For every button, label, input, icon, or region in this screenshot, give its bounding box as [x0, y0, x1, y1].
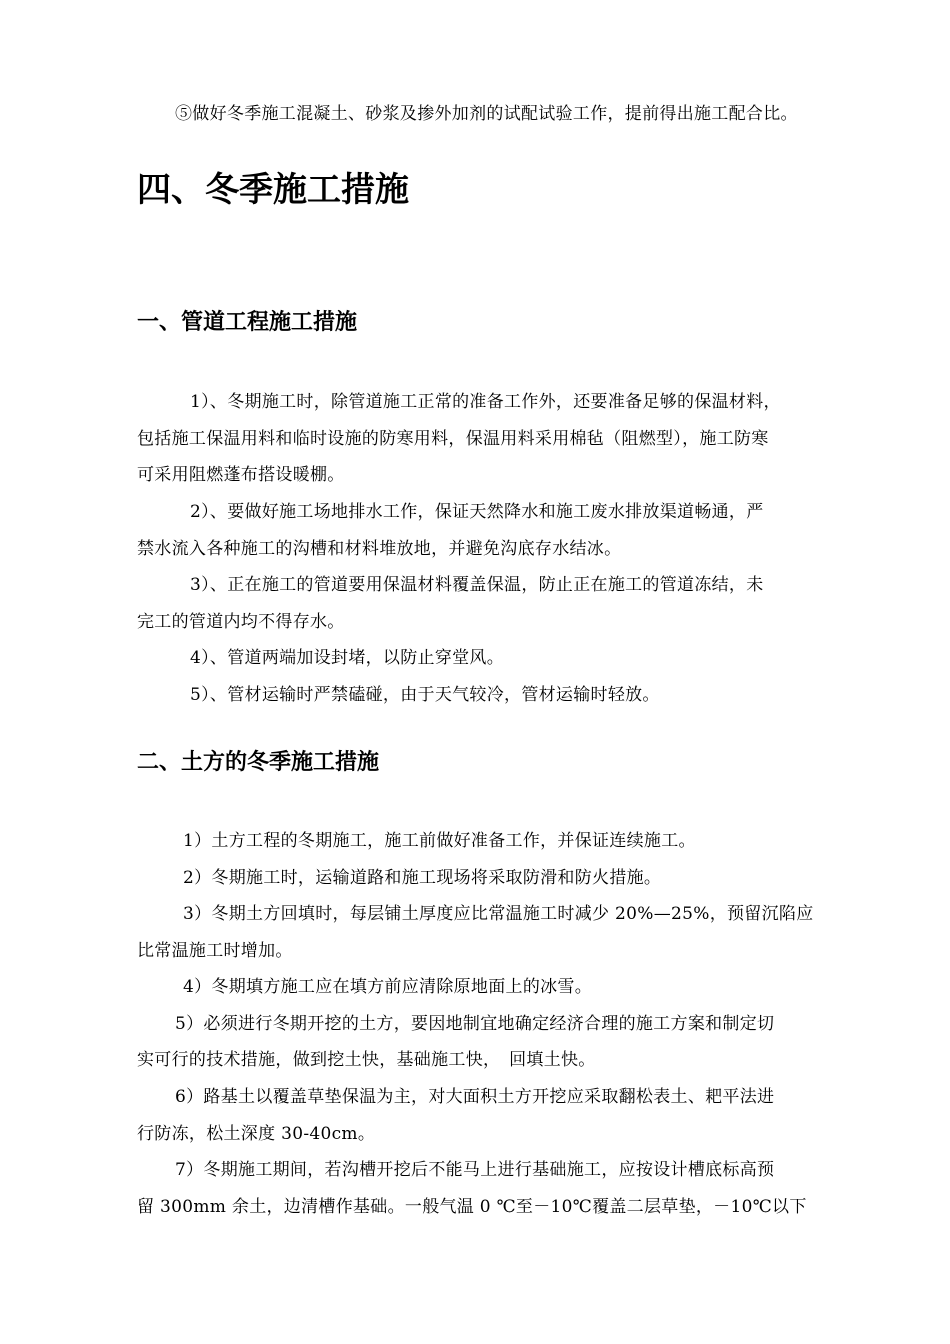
pipeline-line-3: 可采用阻燃蓬布搭设暖棚。: [137, 465, 345, 485]
earthwork-line-2: 2）冬期施工时，运输道路和施工现场将采取防滑和防火措施。: [183, 868, 662, 888]
earthwork-line-4: 比常温施工时增加。: [137, 941, 293, 961]
earthwork-line-11: 留 300mm 余土，边清槽作基础。一般气温 0 ℃至－10℃覆盖二层草垫，－10℃以下: [137, 1197, 807, 1217]
pipeline-line-1: 1）、冬期施工时，除管道施工正常的准备工作外，还要准备足够的保温材料，: [190, 392, 781, 412]
pipeline-line-2: 包括施工保温用料和临时设施的防寒用料，保温用料采用棉毡（阻燃型），施工防寒: [137, 429, 769, 449]
intro-paragraph: ⑤做好冬季施工混凝土、砂浆及掺外加剂的试配试验工作，提前得出施工配合比。: [175, 104, 798, 124]
earthwork-line-7: 实可行的技术措施，做到挖土快，基础施工快， 回填土快。: [137, 1050, 596, 1070]
pipeline-line-7: 完工的管道内均不得存水。: [137, 612, 345, 632]
earthwork-line-1: 1）土方工程的冬期施工，施工前做好准备工作，并保证连续施工。: [183, 831, 696, 851]
subsection-heading-earthwork: 二、土方的冬季施工措施: [137, 750, 380, 775]
earthwork-line-8: 6）路基土以覆盖草垫保温为主，对大面积土方开挖应采取翻松表土、耙平法进: [175, 1087, 775, 1107]
pipeline-line-9: 5）、管材运输时严禁磕碰，由于天气较冷，管材运输时轻放。: [190, 685, 660, 705]
subsection-heading-pipeline: 一、管道工程施工措施: [137, 310, 358, 335]
pipeline-line-4: 2）、要做好施工场地排水工作，保证天然降水和施工废水排放渠道畅通，严: [190, 502, 764, 522]
earthwork-line-10: 7）冬期施工期间，若沟槽开挖后不能马上进行基础施工，应按设计槽底标高预: [175, 1160, 775, 1180]
pipeline-line-5: 禁水流入各种施工的沟槽和材料堆放地，并避免沟底存水结冰。: [137, 539, 622, 559]
section-heading: 四、冬季施工措施: [137, 170, 409, 210]
earthwork-line-9: 行防冻，松土深度 30-40cm。: [137, 1124, 376, 1144]
pipeline-line-6: 3）、正在施工的管道要用保温材料覆盖保温，防止正在施工的管道冻结，未: [190, 575, 764, 595]
earthwork-line-6: 5）必须进行冬期开挖的土方，要因地制宜地确定经济合理的施工方案和制定切: [175, 1014, 775, 1034]
earthwork-line-5: 4）冬期填方施工应在填方前应清除原地面上的冰雪。: [183, 977, 593, 997]
pipeline-line-8: 4）、管道两端加设封堵，以防止穿堂风。: [190, 648, 505, 668]
earthwork-line-3: 3）冬期土方回填时，每层铺土厚度应比常温施工时减少 20%—25%，预留沉陷应: [183, 904, 814, 924]
